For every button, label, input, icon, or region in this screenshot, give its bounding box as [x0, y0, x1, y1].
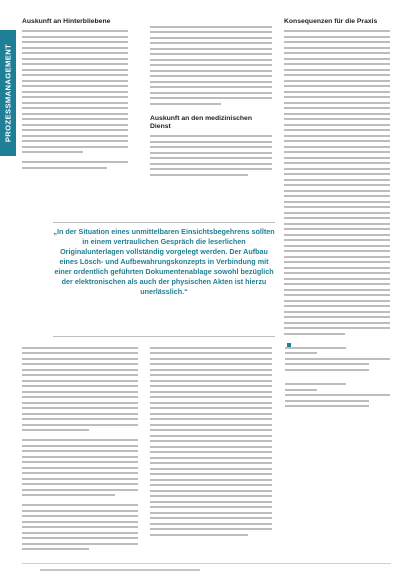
text-block-column-1-bottom-3	[22, 504, 138, 550]
section-tab	[0, 30, 16, 156]
column-3	[284, 18, 390, 355]
text-block-medizinischer-dienst	[150, 135, 272, 176]
footer-text	[40, 569, 200, 571]
quote-rule-top	[53, 222, 275, 223]
column-2-bottom	[150, 343, 272, 536]
section-heading-konsequenzen: Konsequenzen für die Praxis	[284, 18, 378, 25]
author-box	[285, 343, 390, 407]
text-block-column-1-bottom-2	[22, 439, 138, 496]
column-1-top	[22, 18, 128, 169]
pull-quote: „In der Situation eines unmittelbaren Einsichtsbegehrens sollten in einem vertraulichen Gespräch die leserlichen Originalunterlagen vollständig vorgelegt werden. Der Aufbau eines Lösch- und Aufbewahrungskonzepts in Verbindung mit einer ordentlich geführten Dokumentenablage sowohl bezüglich der elektronischen als auch der physischen Akten ist hierzu unerlässlich.“	[53, 227, 275, 296]
text-block-column-1-bottom	[22, 347, 138, 432]
quote-rule-bottom	[53, 336, 275, 337]
column-2-top	[150, 22, 272, 176]
text-block-hinterbliebene-2	[22, 161, 128, 169]
section-heading-medizinischer-dienst: Auskunft an den medizinischen Dienst	[150, 114, 252, 130]
page-footer	[22, 563, 391, 578]
text-block-column-2-top	[150, 26, 272, 105]
text-block-konsequenzen	[284, 30, 390, 335]
column-1-bottom	[22, 343, 138, 550]
section-heading-hinterbliebene: Auskunft an Hinterbliebene	[22, 18, 111, 25]
section-label: PROZESSMANAGEMENT	[3, 43, 13, 143]
author-block-2	[285, 383, 390, 407]
text-block-column-2-bottom	[150, 347, 272, 536]
text-block-hinterbliebene	[22, 30, 128, 153]
author-block-1	[285, 347, 390, 371]
